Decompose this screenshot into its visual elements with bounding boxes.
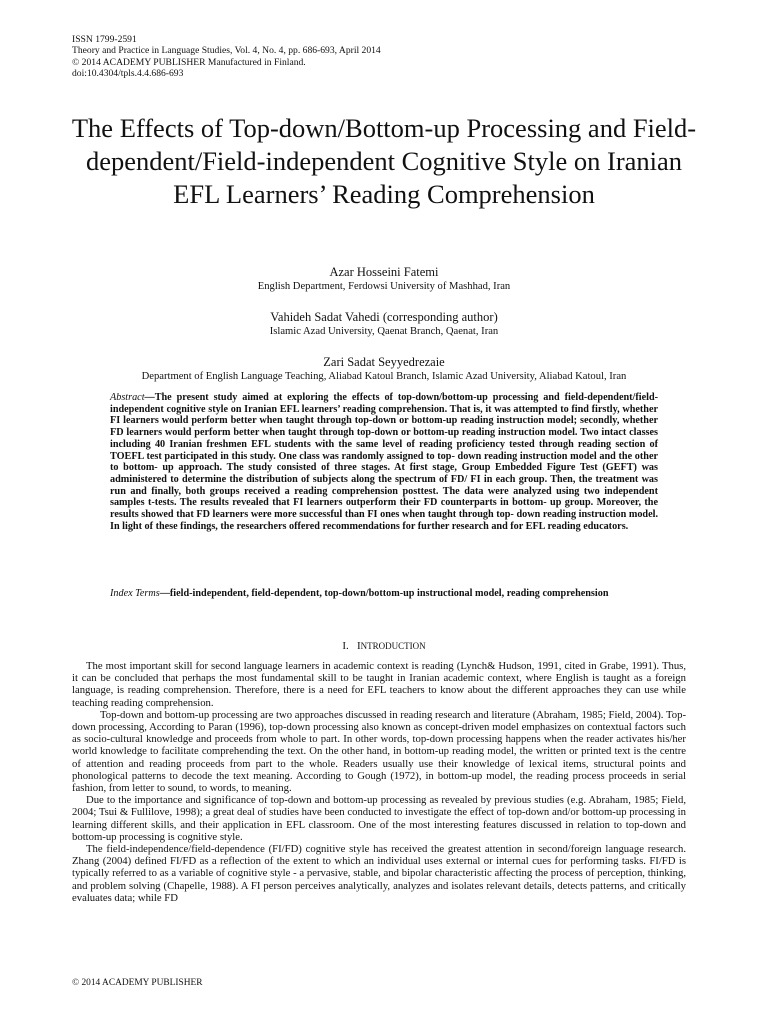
index-terms-label: Index Terms <box>110 588 160 599</box>
paragraph: Due to the importance and significance of top-down and bottom-up processing as revealed by previous studies (e.g. Abraham, 1985; Field, 2004; Tsui & Fullilove, 1998); a great deal of studies have been conducted to investigate the effect of top-down and/or bottom-up processing in learning different skills, and their application in EFL classroom. One of the most interesting features discussed in relation to top-down and bottom-up processing is cognitive style. <box>72 794 686 843</box>
body-text <box>72 660 686 904</box>
author-affiliation: Islamic Azad University, Qaenat Branch, Qaenat, Iran <box>269 326 499 337</box>
doi-line: doi:10.4304/tpls.4.4.686-693 <box>72 67 184 79</box>
author-block-2 <box>40 310 728 338</box>
section-title-rest: NTRODUCTION <box>360 641 426 651</box>
author-name: Vahideh Sadat Vahedi (corresponding author) <box>270 310 498 324</box>
author-affiliation: Department of English Language Teaching, Aliabad Katoul Branch, Islamic Azad University, Aliabad Katoul, Iran <box>141 371 627 382</box>
section-heading <box>0 640 768 653</box>
author-name: Zari Sadat Seyyedrezaie <box>323 355 445 369</box>
page-footer: © 2014 ACADEMY PUBLISHER <box>72 978 203 988</box>
abstract-text: —The present study aimed at exploring the effects of top-down/bottom-up processing and field-dependent/field-independent cognitive style on Iranian EFL learners’ reading comprehension. That is, it was attempted to find firstly, whether FI learners would perform better when taught through top-down or bottom-up reading instruction model; secondly, whether FD learners would perform better when taught through top-down or bottom-up reading instruction model. Two intact classes including 40 Iranian freshmen EFL students with the same level of reading proficiency tested through reading section of TOEFL test participated in this study. One class was randomly assigned to top- down reading instruction model and the other to bottom- up approach. The study consisted of three stages. At first stage, Group Embedded Figure Test (GEFT) was administered to determine the distribution of subjects along the spectrum of FD/ FI in each group. Then, the treatment was run and finally, both groups received a reading comprehension posttest. The data were analyzed using two independent samples t-tests. The results revealed that FI learners outperform their FD counterparts in bottom- up group. Moreover, the results showed that FD learners were more successful than FI ones when taught through top- down reading instruction model. In light of these findings, the researchers offered recommendations for further research and for EFL reading educators. <box>110 392 658 532</box>
author-block-3 <box>40 355 728 383</box>
section-title-initial: I <box>357 640 361 652</box>
author-name: Azar Hosseini Fatemi <box>329 265 439 279</box>
paragraph: Top-down and bottom-up processing are two approaches discussed in reading research and literature (Abraham, 1985; Field, 2004). Top-down processing, According to Paran (1996), top-down processing also known as concept-driven model emphasizes on contextual factors such as socio-cultural knowledge and proceeds from whole to part. In other words, top-down processing happens when the reader activates his/her world knowledge to facilitate comprehending the text. On the other hand, in bottom-up reading model, the written or printed text is the centre of attention and reading proceeds from part to the whole. Readers usually use their knowledge of lexical items, structural points and phonological patterns to decode the text meaning. According to Gough (1972), in bottom-up model, the reading process proceeds in serial fashion, from letter to sound, to words, to meaning. <box>72 708 686 795</box>
author-affiliation: English Department, Ferdowsi University of Mashhad, Iran <box>257 281 511 292</box>
citation-line: Theory and Practice in Language Studies, Vol. 4, No. 4, pp. 686-693, April 2014 <box>72 45 381 57</box>
index-terms-text: —field-independent, field-dependent, top-down/bottom-up instructional model, reading comprehension <box>159 588 609 599</box>
index-terms <box>110 588 658 600</box>
journal-metadata <box>72 34 381 79</box>
paragraph: The most important skill for second language learners in academic context is reading (Lynch& Hudson, 1991, cited in Grabe, 1991). Thus, it can be concluded that perhaps the most fundamental skill to be taught in Iranian academic context, where English is taught as a foreign language, is reading comprehension. Therefore, there is a need for EFL teachers to know about the different approaches they can use while teaching reading comprehension. <box>72 660 686 709</box>
copyright-line: © 2014 ACADEMY PUBLISHER Manufactured in Finland. <box>72 56 306 68</box>
abstract-label: Abstract <box>110 392 145 403</box>
issn-line: ISSN 1799-2591 <box>72 34 137 45</box>
section-number: I. <box>342 640 349 652</box>
paragraph: The field-independence/field-dependence (FI/FD) cognitive style has received the greatest attention in second/foreign language research. Zhang (2004) defined FI/FD as a reflection of the extent to which an individual uses external or internal cues for performing tasks. FI/FD is typically referred to as a variable of cognitive style - a pervasive, stable, and bipolar characteristic affecting the process of perception, thinking, and problem solving (Chapelle, 1988). A FI person perceives analytically, analyzes and isolates relevant details, detects patterns, and critically evaluates data; while FD <box>72 843 686 904</box>
paper-title: The Effects of Top-down/Bottom-up Processing and Field-dependent/Field-independent Cognitive Style on Iranian EFL Learners’ Reading Comprehension <box>71 113 697 209</box>
author-block-1 <box>40 265 728 293</box>
abstract <box>110 392 658 532</box>
